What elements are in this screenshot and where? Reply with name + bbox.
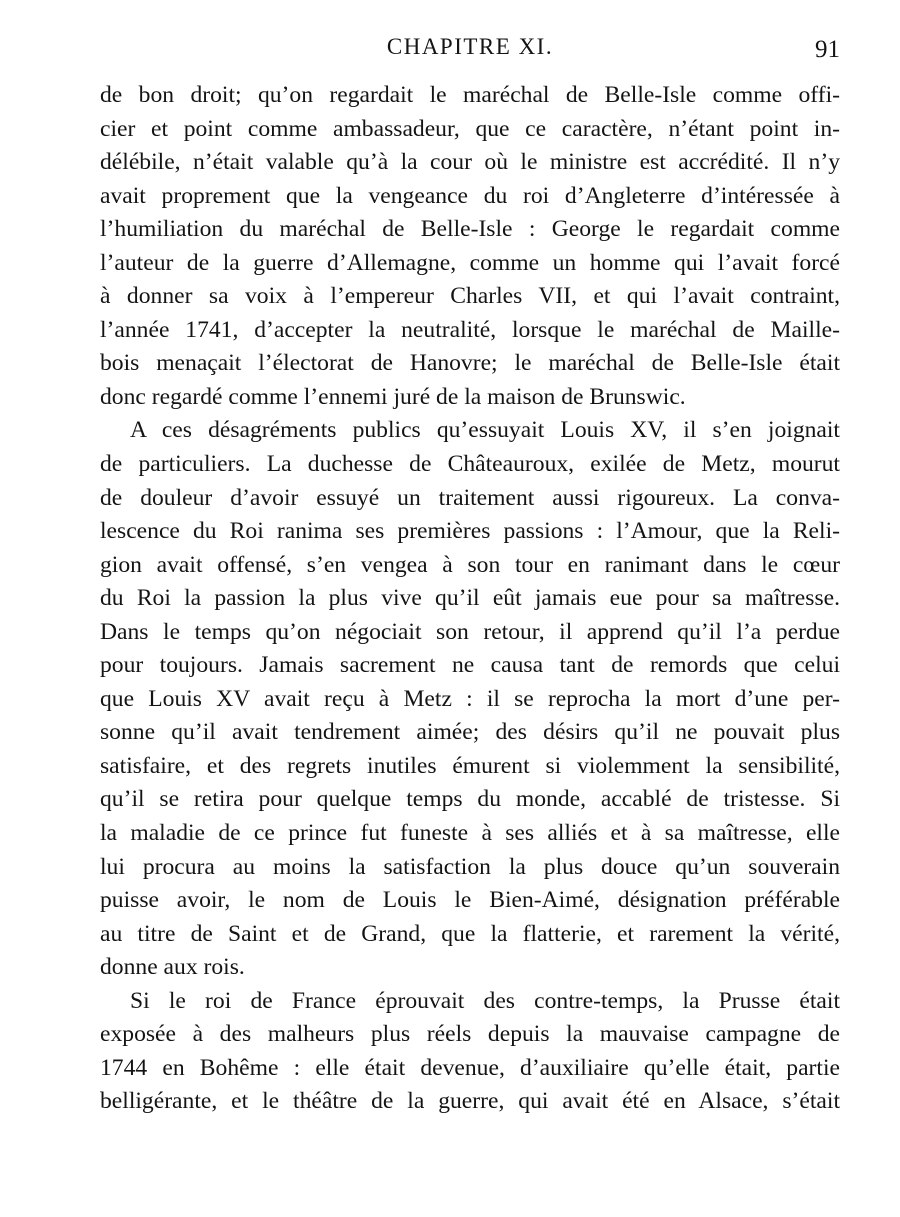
text-line: l’auteur de la guerre d’Allemagne, comme un homme qui l’avait forcé (100, 249, 840, 276)
text-line: donc regardé comme l’ennemi juré de la maison de Brunswic. (100, 383, 686, 410)
text-line: à donner sa voix à l’empereur Charles VII, et qui l’avait contraint, (100, 283, 840, 310)
text-line: qu’il se retira pour quelque temps du monde, accablé de tristesse. Si (100, 786, 840, 813)
text-line: satisfaire, et des regrets inutiles émurent si violemment la sensibilité, (100, 752, 840, 779)
text-line: de bon droit; qu’on regardait le maréchal de Belle-Isle comme offi- (100, 82, 840, 108)
text-line: l’humiliation du maréchal de Belle-Isle : George le regardait comme (100, 216, 840, 243)
text-line: de douleur d’avoir essuyé un traitement aussi rigoureux. La conva- (100, 484, 840, 511)
text-line: puisse avoir, le nom de Louis le Bien-Aimé, désignation préférable (100, 887, 840, 914)
page-number: 91 (815, 36, 840, 63)
text-line: que Louis XV avait reçu à Metz : il se reprocha la mort d’une per- (100, 685, 840, 712)
text-line: cier et point comme ambassadeur, que ce caractère, n’étant point in- (100, 115, 840, 142)
text-line: lui procura au moins la satisfaction la plus douce qu’un souverain (100, 853, 840, 880)
text-line: gion avait offensé, s’en vengea à son tour en ranimant dans le cœur (100, 551, 840, 578)
paragraph (100, 414, 840, 984)
chapter-title: CHAPITRE XI. (386, 34, 554, 59)
paragraph (100, 79, 840, 414)
text-line: avait proprement que la vengeance du roi d’Angleterre d’intéressée à (100, 182, 840, 209)
text-line: Si le roi de France éprouvait des contre-temps, la Prusse était (130, 987, 840, 1014)
text-line: au titre de Saint et de Grand, que la flatterie, et rarement la vérité, (100, 920, 840, 947)
paragraph (100, 985, 840, 1119)
text-line: la maladie de ce prince fut funeste à ses alliés et à sa maîtresse, elle (100, 820, 840, 847)
text-line: belligérante, et le théâtre de la guerre, qui avait été en Alsace, s’était (100, 1088, 840, 1115)
text-line: Dans le temps qu’on négociait son retour, il apprend qu’il l’a perdue (100, 618, 840, 645)
text-line: 1744 en Bohême : elle était devenue, d’auxiliaire qu’elle était, partie (100, 1054, 840, 1081)
text-line: lescence du Roi ranima ses premières passions : l’Amour, que la Reli- (100, 518, 840, 545)
body-text (100, 79, 840, 1119)
text-line: pour toujours. Jamais sacrement ne causa tant de remords que celui (100, 652, 840, 679)
text-line: bois menaçait l’électorat de Hanovre; le maréchal de Belle-Isle était (100, 350, 840, 377)
text-line: exposée à des malheurs plus réels depuis la mauvaise campagne de (100, 1021, 840, 1048)
text-line: de particuliers. La duchesse de Châteauroux, exilée de Metz, mourut (100, 451, 840, 478)
text-line: A ces désagréments publics qu’essuyait Louis XV, il s’en joignait (130, 417, 840, 444)
text-line: l’année 1741, d’accepter la neutralité, lorsque le maréchal de Maille- (100, 316, 840, 343)
text-line: sonne qu’il avait tendrement aimée; des désirs qu’il ne pouvait plus (100, 719, 840, 746)
text-line: donne aux rois. (100, 954, 245, 981)
text-line: du Roi la passion la plus vive qu’il eût jamais eue pour sa maîtresse. (100, 585, 840, 612)
text-line: délébile, n’était valable qu’à la cour où le ministre est accrédité. Il n’y (100, 149, 840, 176)
running-head (100, 30, 840, 66)
